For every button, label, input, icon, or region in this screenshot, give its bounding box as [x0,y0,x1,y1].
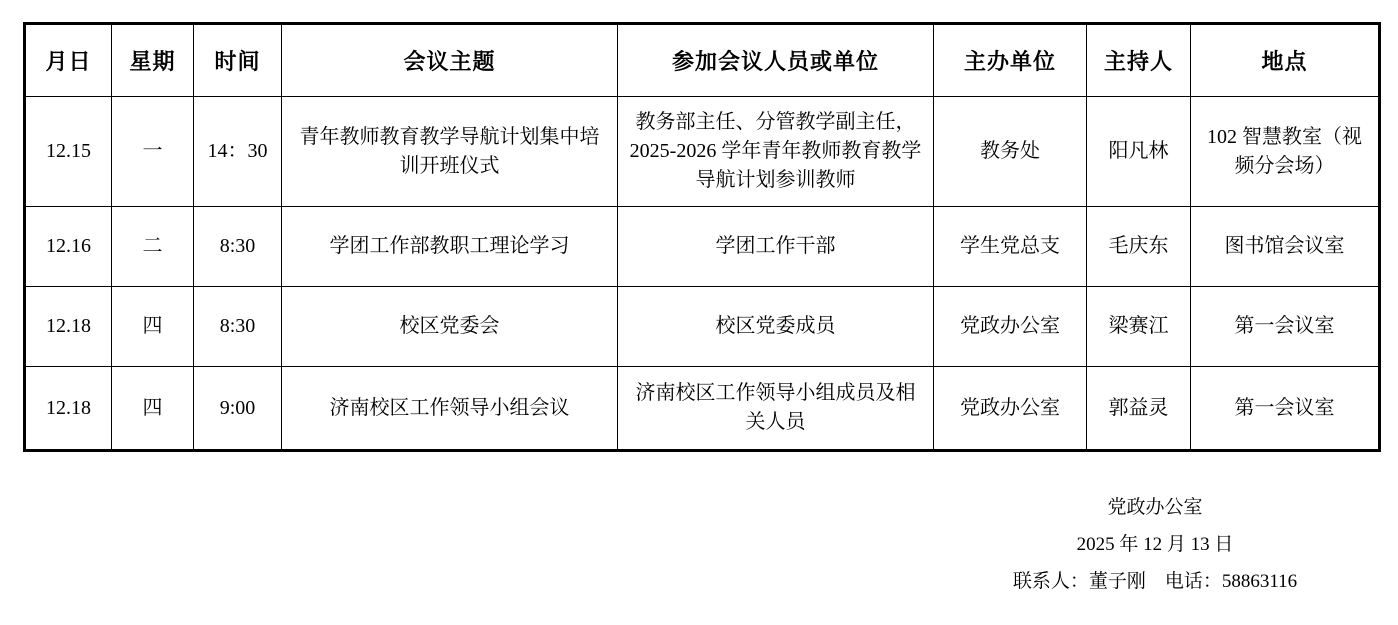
cell-time: 14：30 [194,97,282,207]
cell-organizer: 党政办公室 [934,367,1087,451]
cell-location: 图书馆会议室 [1191,207,1380,287]
cell-time: 9:00 [194,367,282,451]
cell-location: 102 智慧教室（视频分会场） [1191,97,1380,207]
cell-organizer: 教务处 [934,97,1087,207]
table-row [25,207,1380,287]
cell-weekday: 四 [112,287,194,367]
cell-topic: 校区党委会 [282,287,618,367]
cell-participants: 学团工作干部 [618,207,934,287]
cell-date: 12.18 [25,367,112,451]
cell-topic: 青年教师教育教学导航计划集中培训开班仪式 [282,97,618,207]
cell-weekday: 四 [112,367,194,451]
footer-contact: 联系人：董子刚 电话：58863116 [1012,571,1298,592]
cell-host: 梁赛江 [1087,287,1191,367]
footer-signature: 党政办公室 [1107,497,1203,518]
column-header-time: 时间 [194,24,282,97]
column-header-participants: 参加会议人员或单位 [618,24,934,97]
column-header-host: 主持人 [1087,24,1191,97]
column-header-organizer: 主办单位 [934,24,1087,97]
meeting-schedule-table [23,22,1381,452]
cell-date: 12.16 [25,207,112,287]
cell-weekday: 一 [112,97,194,207]
table-header-row [25,24,1380,97]
cell-participants: 校区党委成员 [618,287,934,367]
column-header-date: 月日 [25,24,112,97]
cell-location: 第一会议室 [1191,367,1380,451]
table-row [25,287,1380,367]
cell-time: 8:30 [194,207,282,287]
cell-weekday: 二 [112,207,194,287]
cell-date: 12.18 [25,287,112,367]
table-row [25,97,1380,207]
document-footer [950,489,1360,600]
cell-topic: 济南校区工作领导小组会议 [282,367,618,451]
footer-date: 2025 年 12 月 13 日 [1076,534,1234,555]
cell-organizer: 党政办公室 [934,287,1087,367]
cell-participants: 教务部主任、分管教学副主任，2025-2026 学年青年教师教育教学导航计划参训教师 [618,97,934,207]
cell-host: 毛庆东 [1087,207,1191,287]
column-header-weekday: 星期 [112,24,194,97]
cell-topic: 学团工作部教职工理论学习 [282,207,618,287]
column-header-topic: 会议主题 [282,24,618,97]
cell-organizer: 学生党总支 [934,207,1087,287]
cell-time: 8:30 [194,287,282,367]
cell-date: 12.15 [25,97,112,207]
cell-location: 第一会议室 [1191,287,1380,367]
cell-host: 阳凡林 [1087,97,1191,207]
column-header-location: 地点 [1191,24,1380,97]
table-row [25,367,1380,451]
cell-host: 郭益灵 [1087,367,1191,451]
cell-participants: 济南校区工作领导小组成员及相关人员 [618,367,934,451]
